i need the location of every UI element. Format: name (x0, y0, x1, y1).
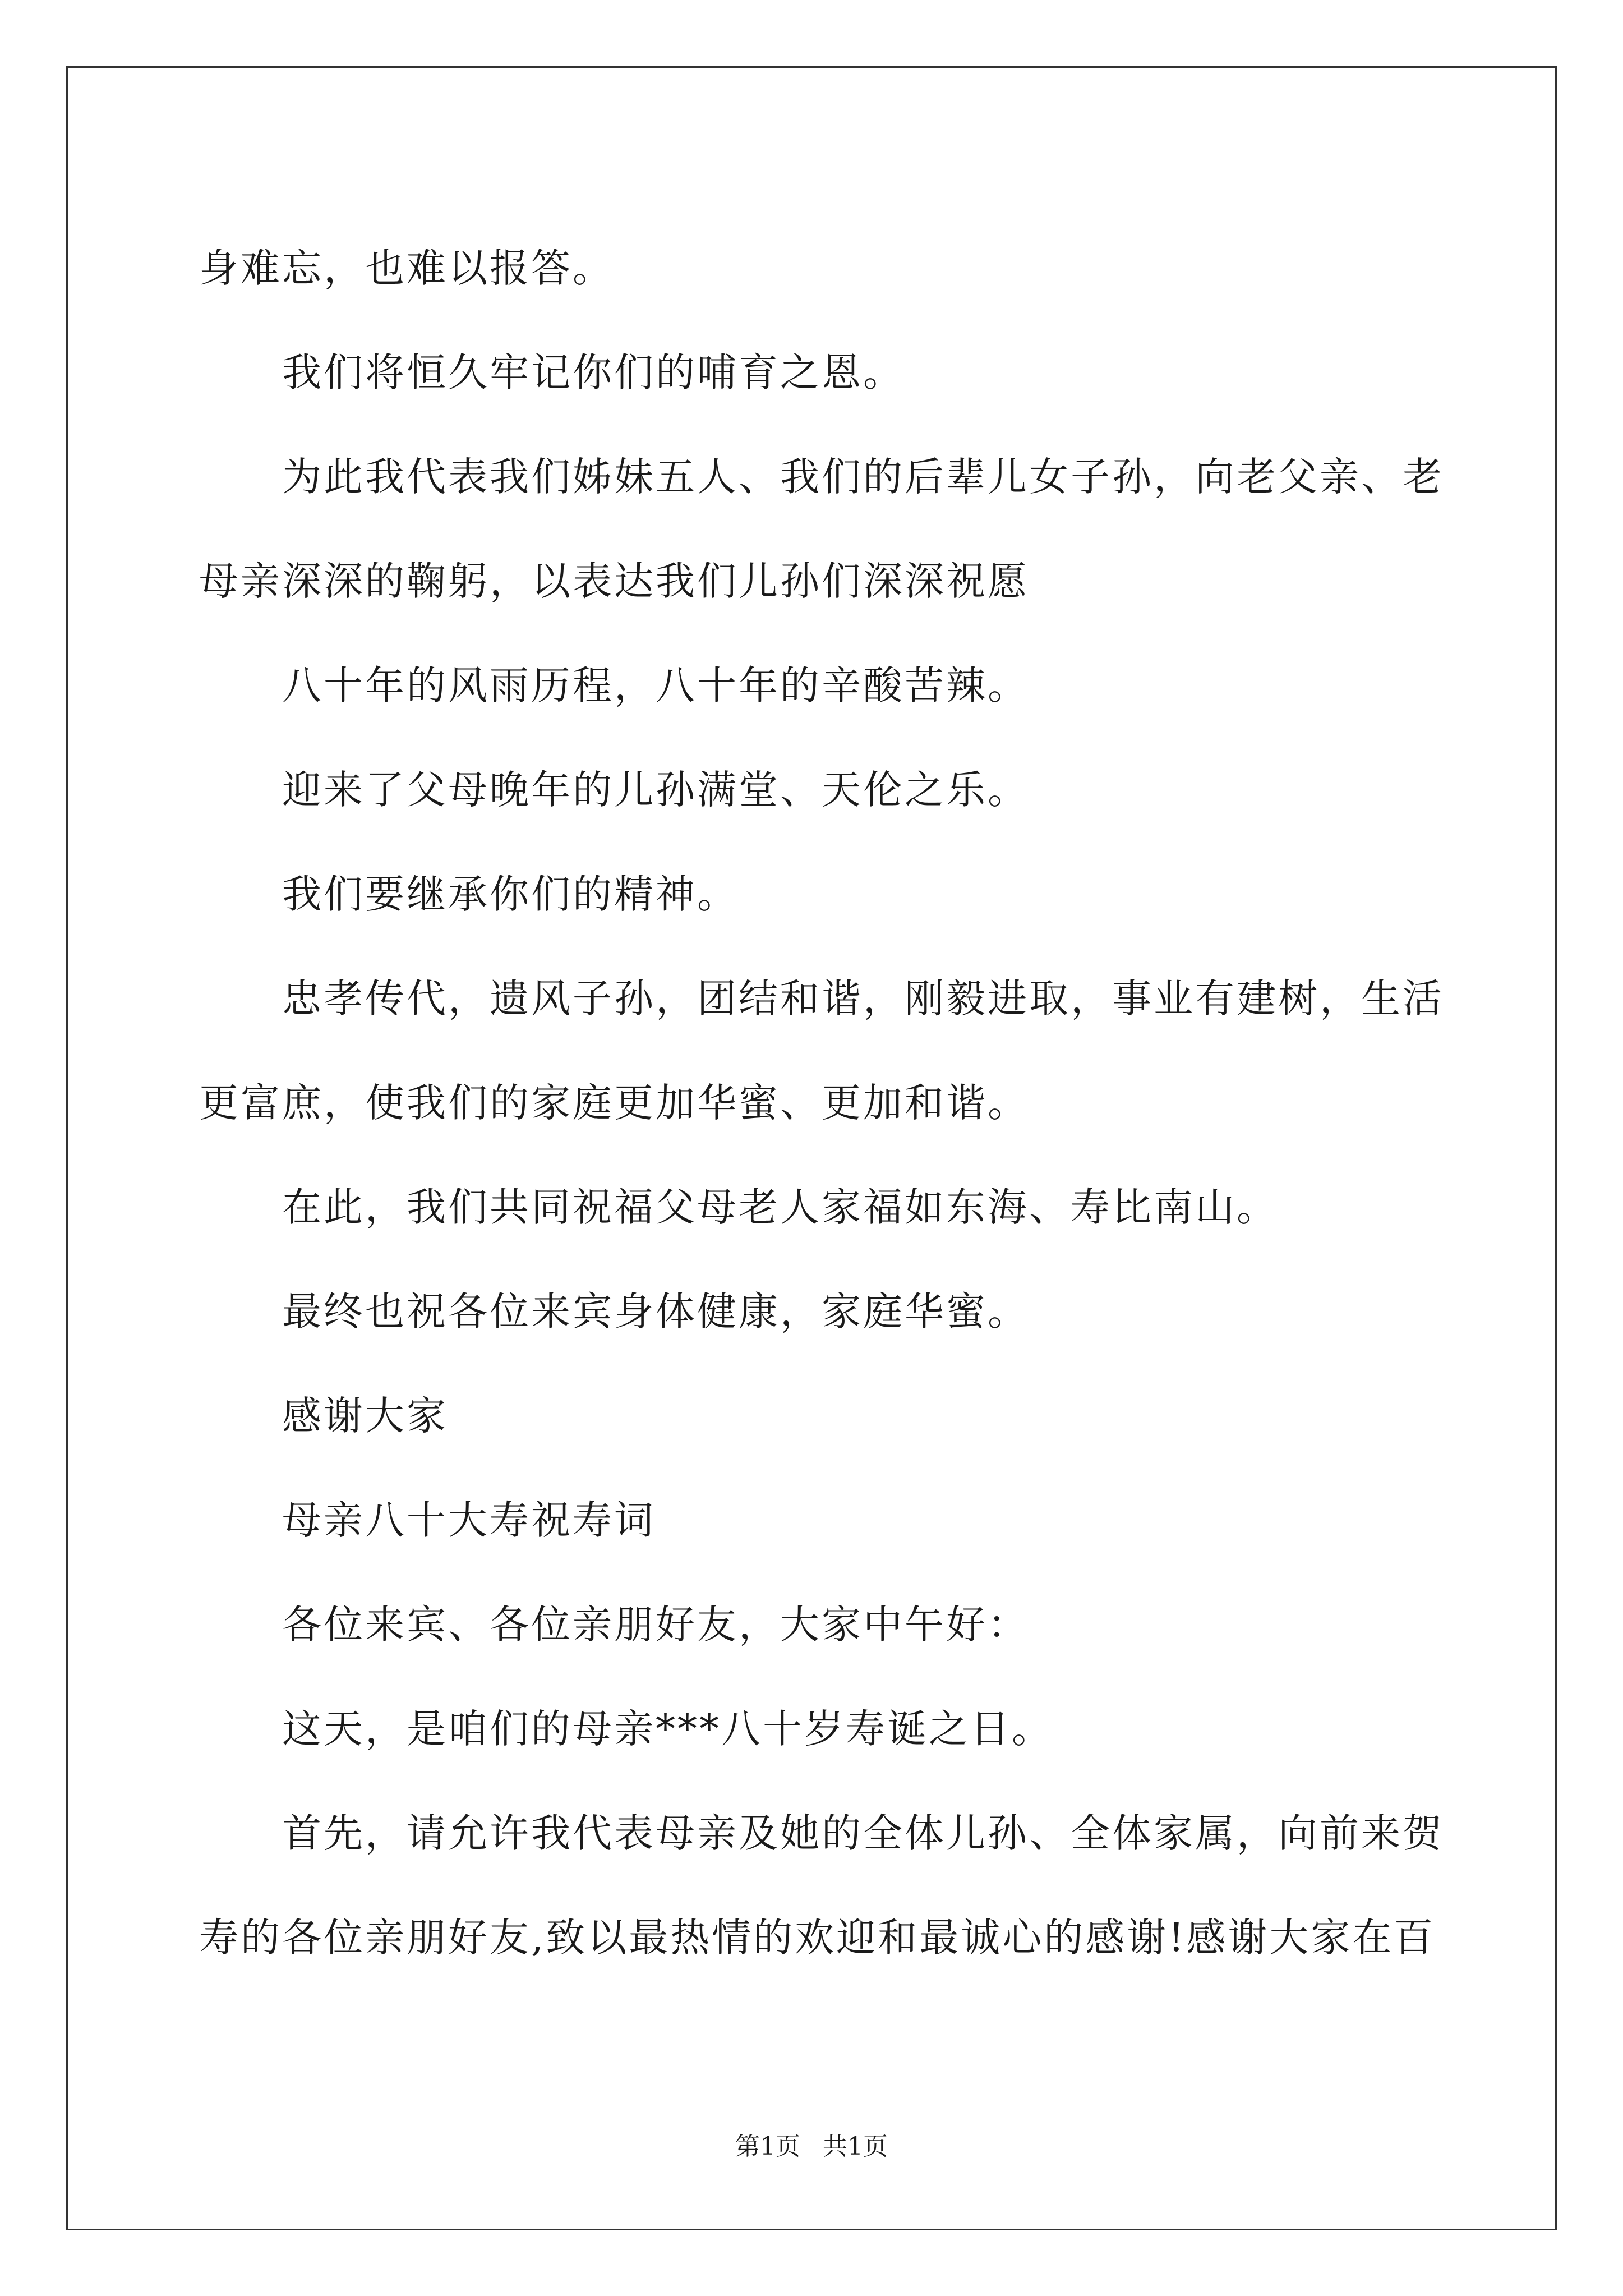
page-footer (0, 2126, 1623, 2162)
text-line: 寿的各位亲朋好友,致以最热情的欢迎和最诚心的感谢!感谢大家在百 (199, 1915, 1436, 1961)
text-line: 为此我代表我们姊妹五人、我们的后辈儿女子孙，向老父亲、老 (282, 454, 1444, 500)
text-line: 在此，我们共同祝福父母老人家福如东海、寿比南山。 (282, 1184, 1278, 1230)
text-line: 更富庶，使我们的家庭更加华蜜、更加和谐。 (199, 1080, 1029, 1126)
text-line: 迎来了父母晚年的儿孙满堂、天伦之乐。 (282, 767, 1029, 813)
text-line: 忠孝传代，遗风子孙，团结和谐，刚毅进取，事业有建树，生活 (282, 976, 1444, 1022)
page-total: 共1页 (823, 2132, 888, 2161)
paragraph-8 (199, 1155, 1427, 1259)
document-body (199, 216, 1444, 1990)
text-line: 首先，请允许我代表母亲及她的全体儿孙、全体家属，向前来贺 (282, 1810, 1444, 1856)
paragraph-1 (199, 216, 1427, 320)
paragraph-10 (199, 1364, 1427, 1468)
page-number: 第1页 (735, 2132, 800, 2161)
text-line: 母亲深深的鞠躬，以表达我们儿孙们深深祝愿 (199, 558, 1029, 604)
text-line: 我们将恒久牢记你们的哺育之恩。 (282, 349, 905, 395)
paragraph-3 (199, 425, 1444, 633)
paragraph-13 (199, 1677, 1427, 1781)
paragraph-7 (199, 946, 1444, 1155)
text-line: 这天，是咱们的母亲***八十岁寿诞之日。 (282, 1706, 1053, 1752)
section-heading (199, 1468, 1427, 1572)
paragraph-14 (199, 1781, 1444, 1990)
text-line: 身难忘，也难以报答。 (199, 245, 614, 291)
text-line: 母亲八十大寿祝寿词 (282, 1497, 656, 1543)
paragraph-4 (199, 633, 1427, 738)
text-line: 八十年的风雨历程，八十年的辛酸苦辣。 (282, 662, 1029, 708)
text-line: 我们要继承你们的精神。 (282, 871, 739, 917)
text-line: 感谢大家 (282, 1393, 448, 1439)
paragraph-6 (199, 842, 1427, 946)
text-line: 最终也祝各位来宾身体健康，家庭华蜜。 (282, 1289, 1029, 1335)
paragraph-2 (199, 320, 1427, 425)
paragraph-12 (199, 1572, 1427, 1677)
paragraph-9 (199, 1259, 1427, 1364)
text-line: 各位来宾、各位亲朋好友，大家中午好： (282, 1602, 1029, 1648)
paragraph-5 (199, 738, 1427, 842)
